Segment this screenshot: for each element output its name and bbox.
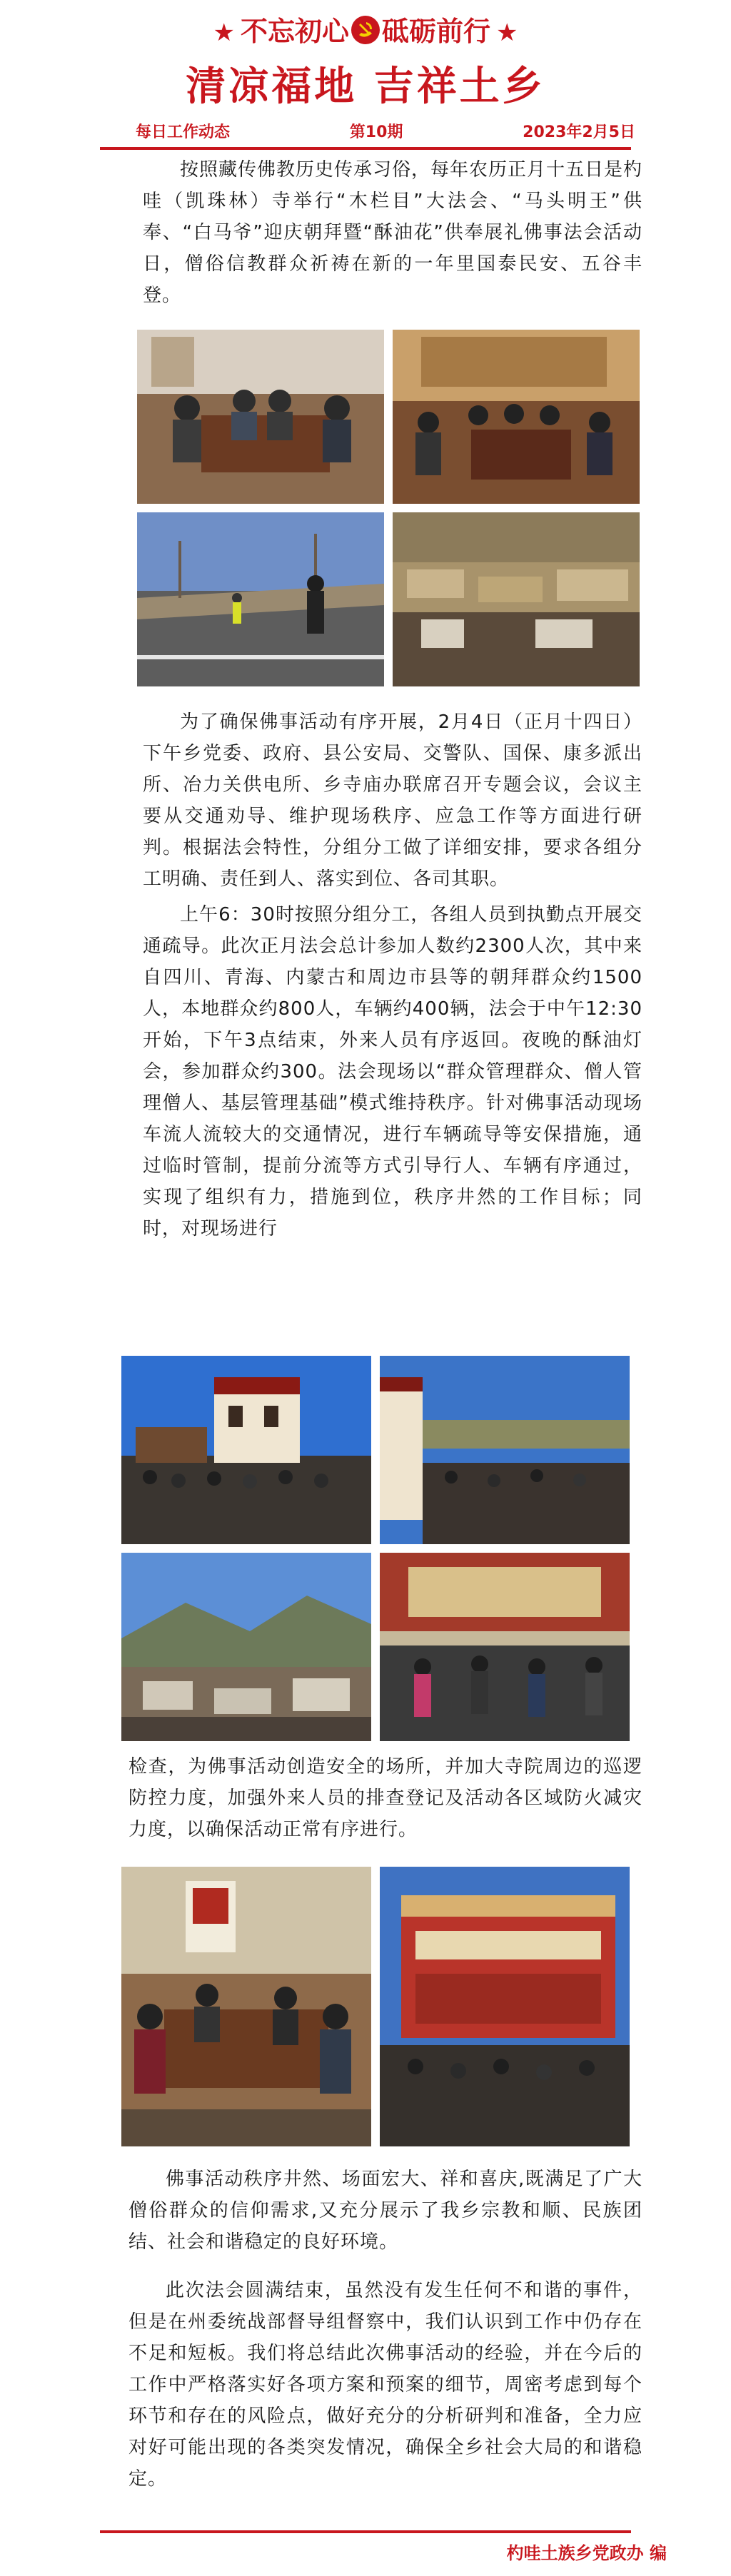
paragraph-2: 为了确保佛事活动有序开展，2月4日（正月十四日）下午乡党委、政府、县公安局、交警队、国保、康多派出所、冶力关供电所、乡寺庙办联席召开专题会议，会议主要从交通劝导、维护现场秩序、应急工作等方面进行研判。根据法会特性，分组分工做了详细安排，要求各组分工明确、责任到人、落实到位、各司其职。 <box>143 711 642 890</box>
paragraph-5: 佛事活动秩序井然、场面宏大、祥和喜庆,既满足了广大僧俗群众的信仰需求,又充分展示了我乡宗教和顺、民族团结、社会和谐稳定的良好环境。 <box>128 2169 642 2253</box>
slogan-right: 砥砺前行 <box>382 16 491 47</box>
slogan-left: 不忘初心 <box>240 16 349 47</box>
page-title: 清凉福地 吉祥土乡 <box>186 64 545 110</box>
photo-mountain-town <box>121 1553 371 1741</box>
photo-road-checkpoint <box>137 512 384 686</box>
footer-divider <box>100 2530 631 2533</box>
photo-meeting-room-1 <box>137 330 384 504</box>
star-icon: ★ <box>213 19 235 47</box>
issue-number: 第10期 <box>349 123 403 141</box>
header-divider <box>100 147 631 150</box>
party-emblem-icon <box>351 15 380 45</box>
issue-date: 2023年2月5日 <box>523 123 635 141</box>
photo-meeting-room-2 <box>393 330 640 504</box>
photo-temple-crowd-1 <box>121 1356 371 1544</box>
paragraph-6: 此次法会圆满结束，虽然没有发生任何不和谐的事件，但是在州委统战部督导组督察中，我们认识到工作中仍存在不足和短板。我们将总结此次佛事活动的经验，并在今后的工作中严格落实好各项方案和预案的细节，周密考虑到每个环节和存在的风险点，做好充分的分析研判和准备，全力应对好可能出现的各类突发情况，确保全乡社会大局的和谐稳定。 <box>128 2280 642 2490</box>
photo-village-crowd <box>393 512 640 686</box>
issue-meta <box>128 120 642 146</box>
photo-temple-facade <box>380 1867 630 2146</box>
column-name: 每日工作动态 <box>136 123 231 141</box>
photo-temple-crowd-2 <box>380 1356 630 1544</box>
photo-monks-meeting <box>121 1867 371 2146</box>
slogan <box>0 10 731 53</box>
paragraph-1: 按照藏传佛教历史传承习俗，每年农历正月十五日是杓哇（凯珠林）寺举行“木栏目”大法会、“马头明王”供奉、“白马爷”迎庆朝拜暨“酥油花”供奉展礼佛事法会活动日，僧俗信教群众祈祷在新的一年里国泰民安、五谷丰登。 <box>143 159 643 306</box>
editor-credit: 杓哇土族乡党政办 编 <box>506 2543 667 2563</box>
paragraph-3: 上午6：30时按照分组分工，各组人员到执勤点开展交通疏导。此次正月法会总计参加人数约2300人次，其中来自四川、青海、内蒙古和周边市县等的朝拜群众约1500人，本地群众约800人，车辆约400辆，法会于中午12:30开始，下午3点结束，外来人员有序返回。夜晚的酥油灯会，参加群众约300。法会现场以“群众管理群众、僧人管理僧人、基层管理基础”模式维持秩序。针对佛事活动现场车流人流较大的交通情况，进行车辆疏导等安保措施，通过临时管制，提前分流等方式引导行人、车辆有序通过，实现了组织有力，措施到位，秩序井然的工作目标；同时，对现场进行 <box>143 904 642 1239</box>
photo-temple-gate-crowd <box>380 1553 630 1741</box>
star-icon: ★ <box>496 19 518 47</box>
paragraph-4: 检查，为佛事活动创造安全的场所，并加大寺院周边的巡逻防控力度，加强外来人员的排查登记及活动各区域防火减灾力度，以确保活动正常有序进行。 <box>128 1756 642 1840</box>
